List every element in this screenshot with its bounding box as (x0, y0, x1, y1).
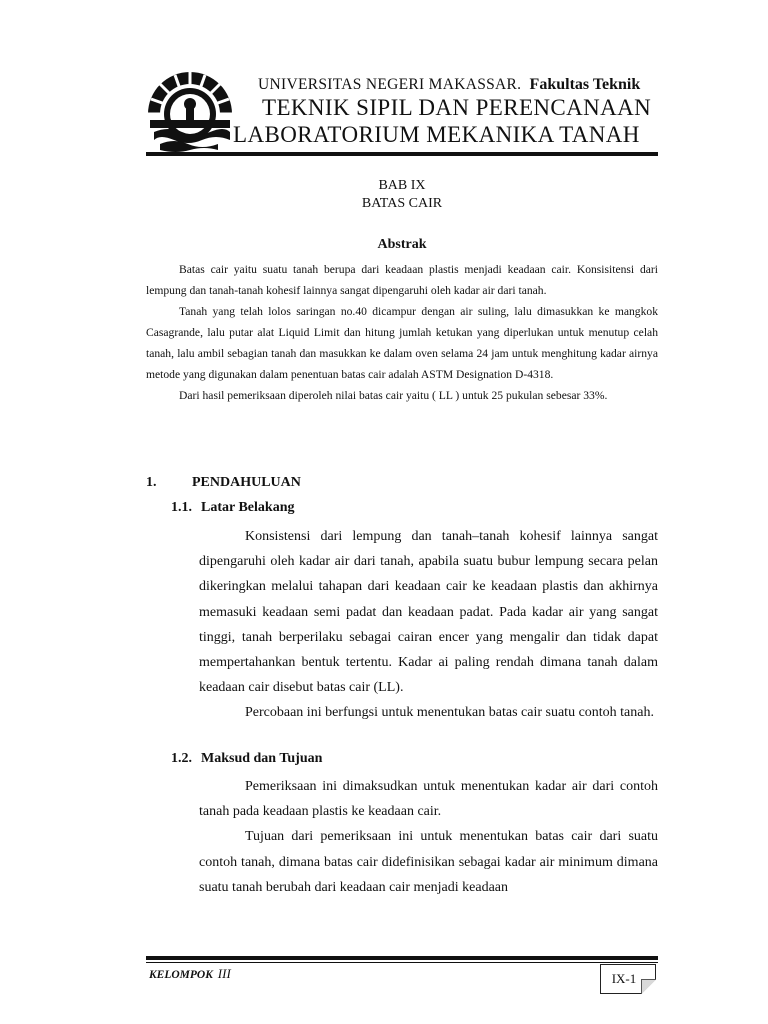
abstract-paragraph-2: Tanah yang telah lolos saringan no.40 dicampur dengan air suling, lalu dimasukkan ke mangkok Casagrande, lalu putar alat Liquid Limit dan hitung jumlah ketukan yang diperlukan untuk menutup celah tanah, lalu ambil sebagian tanah dan masukkan ke dalam oven selama 24 jam untuk menghitung kadar airnya metode yang digunakan dalam penentuan batas cair adalah ASTM Designation D-4318. (146, 305, 658, 381)
subsection-body-1-1 (199, 524, 658, 726)
lab-name: LABORATORIUM MEKANIKA TANAH (233, 122, 640, 147)
subsection-number: 1.1. (171, 500, 192, 515)
abstract-paragraph-1: Batas cair yaitu suatu tanah berupa dari keadaan plastis menjadi keadaan cair. Konsisitensi dari lempung dan tanah-tanah kohesif lainnya sangat dipengaruhi oleh kadar air dari tanah. (146, 263, 658, 297)
header-university-line (258, 76, 658, 94)
page-number: IX-1 (611, 971, 637, 986)
subsection-title: Latar Belakang (201, 500, 295, 515)
subsection-number: 1.2. (171, 751, 192, 766)
footer-divider (146, 956, 658, 960)
chapter-number: BAB IX (378, 178, 426, 193)
university-name: UNIVERSITAS NEGERI MAKASSAR. (258, 76, 522, 93)
group-label: KELOMPOK (149, 969, 213, 981)
subsection-title: Maksud dan Tujuan (201, 751, 323, 766)
subsection-heading-1-2 (171, 751, 322, 767)
department-name: TEKNIK SIPIL DAN PERENCANAAN (262, 95, 652, 120)
subsection-body-1-2 (199, 774, 658, 900)
footer-divider-thin (146, 962, 658, 963)
unm-university-logo (146, 70, 234, 158)
section-number: 1. (146, 475, 157, 490)
abstract-heading: Abstrak (377, 237, 427, 252)
subsection-heading-1-1 (171, 500, 294, 516)
section-heading (146, 475, 301, 491)
chapter-title: BATAS CAIR (361, 196, 443, 211)
faculty-name: Fakultas Teknik (529, 76, 641, 93)
section-title: PENDAHULUAN (192, 475, 301, 490)
body-paragraph: Percobaan ini berfungsi untuk menentukan batas cair suatu contoh tanah. (245, 705, 654, 721)
page-number-box (600, 964, 656, 994)
group-number: III (217, 966, 231, 981)
page-fold-icon (641, 979, 656, 994)
footer-group (149, 966, 231, 982)
header-divider (146, 152, 658, 156)
abstract-paragraph-3: Dari hasil pemeriksaan diperoleh nilai batas cair yaitu ( LL ) untuk 25 pukulan sebesar 33%. (179, 389, 608, 402)
body-paragraph: Pemeriksaan ini dimaksudkan untuk menentukan kadar air dari contoh tanah pada keadaan plastis ke keadaan cair. (199, 779, 658, 820)
abstract-body (146, 259, 658, 406)
body-paragraph: Konsistensi dari lempung dan tanah–tanah kohesif lainnya sangat dipengaruhi oleh kadar air dari tanah, apabila suatu bubur lempung secara pelan dikeringkan melalui tahapan dari keadaan cair ke keadaan plastis dan akhirnya memasuki keadaan semi padat dan keadaan padat. Pada kadar air yang sangat tinggi, tanah berperilaku sebagai cairan encer yang mengalir dan tidak dapat mempertahankan bentuk tertentu. Kadar ai paling rendah dimana tanah dalam keadaan cair disebut batas cair (LL). (199, 529, 658, 696)
body-paragraph: Tujuan dari pemeriksaan ini untuk menentukan batas cair dari suatu contoh tanah, dimana batas cair didefinisikan sebagai kadar air minimum dimana suatu tanah berubah dari keadaan cair menjadi keadaan (199, 829, 658, 895)
